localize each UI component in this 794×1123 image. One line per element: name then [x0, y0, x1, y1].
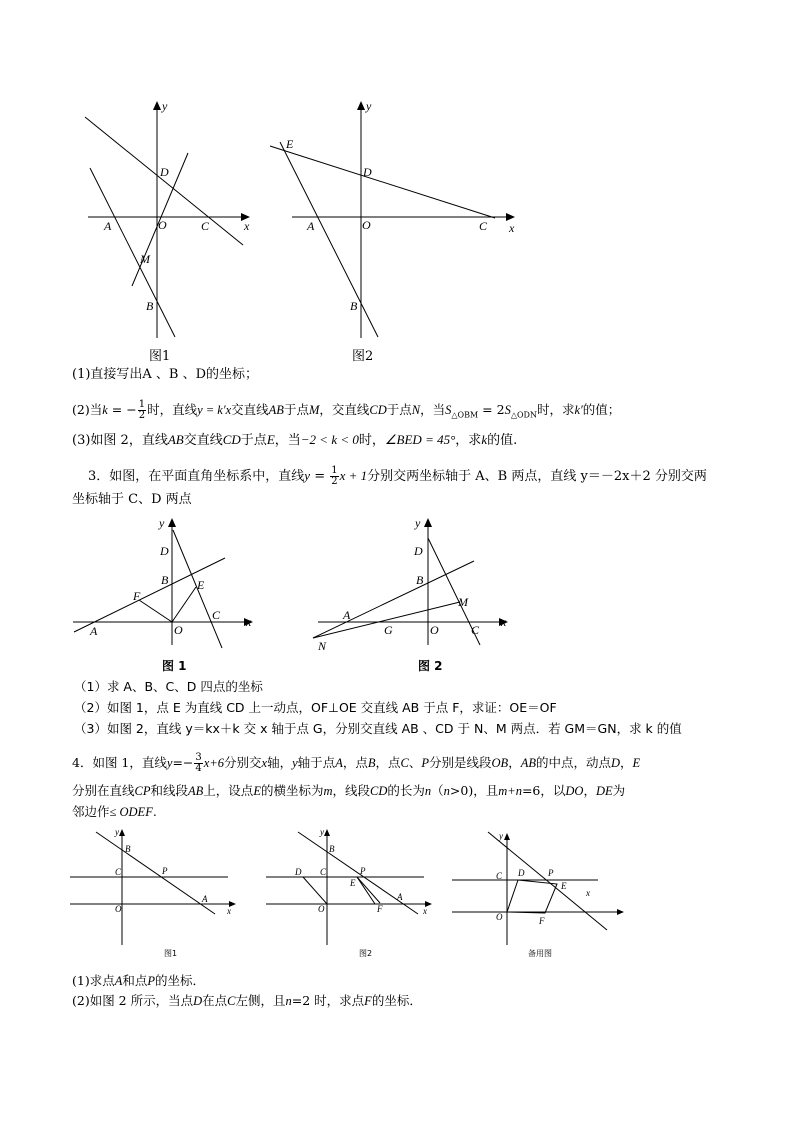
figure-2-caption: 图2: [352, 349, 374, 364]
label-o: O: [430, 623, 439, 637]
q3-part-3: （3）如图 2，直线 y＝kx＋k 交 x 轴于点 G，分别交直线 AB 、CD 于 N、M 两点．若 GM＝GN，求 k 的值: [74, 721, 682, 736]
label-o: O: [158, 218, 167, 232]
label-d: D: [160, 165, 169, 179]
label-m: M: [458, 595, 468, 609]
label-e: E: [197, 578, 205, 592]
label-a: A: [307, 219, 315, 233]
line-ab: [90, 168, 175, 337]
y-axis-arrow: [119, 829, 125, 836]
label-d: D: [414, 544, 423, 558]
label-a: A: [397, 892, 403, 902]
label-d: D: [518, 868, 525, 878]
label-y: y: [366, 99, 372, 113]
label-d: D: [295, 867, 302, 877]
label-a: A: [90, 624, 98, 638]
label-o: O: [362, 218, 371, 232]
x-axis-arrow: [506, 213, 515, 221]
label-y: y: [415, 516, 421, 530]
label-o: O: [174, 623, 183, 637]
label-y: y: [162, 99, 168, 113]
label-a: A: [104, 219, 112, 233]
q4-stem-line-3: 邻边作≤ ODEF.: [72, 804, 157, 819]
line-ab: [74, 558, 225, 632]
figure-5-caption: 图1: [164, 949, 178, 958]
label-c: C: [479, 219, 488, 233]
q4-stem-line-1: 4．如图 1，直线y=− $\frac{3}{4}$ x+6分别交x轴，y轴于点A，点B，点C、P分别是线段OB，AB的中点，动点D，E: [72, 752, 641, 774]
q3-part-1: （1）求 A、B、C、D 四点的坐标: [74, 679, 263, 694]
figure-7-caption: 备用图: [528, 949, 552, 958]
label-e: E: [350, 878, 356, 888]
q3-stem-line-2: 坐标轴于 C、D 两点: [72, 492, 192, 507]
label-y: y: [115, 827, 119, 837]
label-x: x: [586, 888, 590, 898]
y-axis-arrow: [357, 101, 365, 110]
label-a: A: [343, 608, 351, 622]
label-c: C: [201, 219, 210, 233]
label-f: F: [133, 589, 141, 603]
figure-7: [448, 822, 633, 962]
label-o: O: [496, 912, 503, 922]
line-ab: [488, 832, 607, 930]
label-y: y: [159, 516, 165, 530]
x-axis-arrow: [617, 909, 624, 915]
y-axis-arrow: [153, 101, 161, 110]
figure-3-caption: 图 1: [162, 659, 187, 673]
q4-stem-line-2: 分别在直线CP和线段AB上，设点E的横坐标为m，线段CD的长为n（n>0)，且m+n=6，以DO，DE为: [72, 783, 626, 798]
label-b: B: [125, 844, 131, 854]
label-p: P: [548, 868, 554, 878]
segment-of: [139, 600, 172, 622]
y-axis-arrow: [324, 829, 330, 836]
y-axis-arrow: [168, 518, 176, 527]
label-y: y: [499, 831, 503, 841]
label-y: y: [320, 827, 324, 837]
line-ab: [313, 561, 474, 638]
figure-4: [305, 512, 515, 677]
q2-part-3: (3)如图 2，直线AB交直线CD于点E，当−2 < k < 0时，∠BED = 45°，求k的值.: [72, 432, 518, 448]
figure-2: [265, 95, 525, 375]
label-x: x: [227, 906, 231, 916]
label-o: O: [115, 904, 122, 914]
label-p: P: [162, 866, 168, 876]
label-b: B: [161, 573, 169, 587]
label-b: B: [329, 844, 335, 854]
figure-5: [66, 822, 246, 962]
label-e: E: [286, 137, 294, 151]
line-ab: [96, 832, 215, 914]
label-d: D: [363, 165, 372, 179]
label-b: B: [350, 299, 358, 313]
label-c: C: [212, 608, 221, 622]
q2-part-2: (2)当k = − $\frac{1}{2}$ 时，直线y = k′x交直线AB于点M，交直线CD于点N，当$S_{\triangle OBM} = 2S_{\triangle ODN}$时，求k′的值；: [72, 399, 621, 421]
figure-6: [262, 822, 442, 962]
segment-ef: [357, 877, 380, 903]
label-c: C: [496, 871, 503, 881]
q3-stem-line-1: 3．如图，在平面直角坐标系中，直线y = $\frac{1}{2}$ x + 1分别交两坐标轴于 A、B 两点，直线 y＝－2x＋2 分别交两: [88, 465, 707, 487]
parallelogram-odef: [507, 880, 557, 913]
label-g: G: [384, 623, 393, 637]
label-a: A: [202, 894, 208, 904]
segment-oe: [172, 587, 196, 622]
label-m: M: [140, 252, 150, 266]
label-f: F: [539, 916, 545, 926]
label-b: B: [416, 573, 424, 587]
q3-part-2: （2）如图 1，点 E 为直线 CD 上一动点，OF⊥OE 交直线 AB 于点 F，求证：OE＝OF: [74, 700, 557, 715]
q4-part-1: (1)求点A和点P的坐标．: [72, 973, 206, 988]
label-p: P: [360, 866, 366, 876]
label-e: E: [561, 881, 567, 891]
parallelogram-odef: [303, 877, 375, 904]
label-f: F: [377, 904, 383, 914]
figure-1: [60, 95, 270, 375]
y-axis-arrow: [504, 833, 510, 840]
label-o: O: [318, 904, 325, 914]
line-ec: [270, 146, 495, 218]
figure-6-caption: 图2: [359, 949, 373, 958]
label-x: x: [509, 221, 515, 235]
label-b: B: [146, 299, 154, 313]
label-x: x: [246, 615, 252, 629]
label-c: C: [471, 623, 480, 637]
label-n: N: [318, 639, 327, 653]
figure-1-caption: 图1: [149, 349, 171, 364]
label-x: x: [501, 615, 507, 629]
label-d: D: [160, 544, 169, 558]
q2-part-1: (1)直接写出A 、B 、D的坐标；: [72, 367, 259, 382]
label-x: x: [244, 219, 250, 233]
label-c: C: [115, 867, 122, 877]
y-axis-arrow: [424, 518, 432, 527]
label-x: x: [423, 906, 427, 916]
q4-part-2: (2)如图 2 所示，当点D在点C左侧，且n=2 时，求点F的坐标．: [72, 993, 422, 1008]
figure-4-caption: 图 2: [418, 659, 443, 673]
figure-3: [70, 512, 270, 677]
label-c: C: [320, 867, 327, 877]
